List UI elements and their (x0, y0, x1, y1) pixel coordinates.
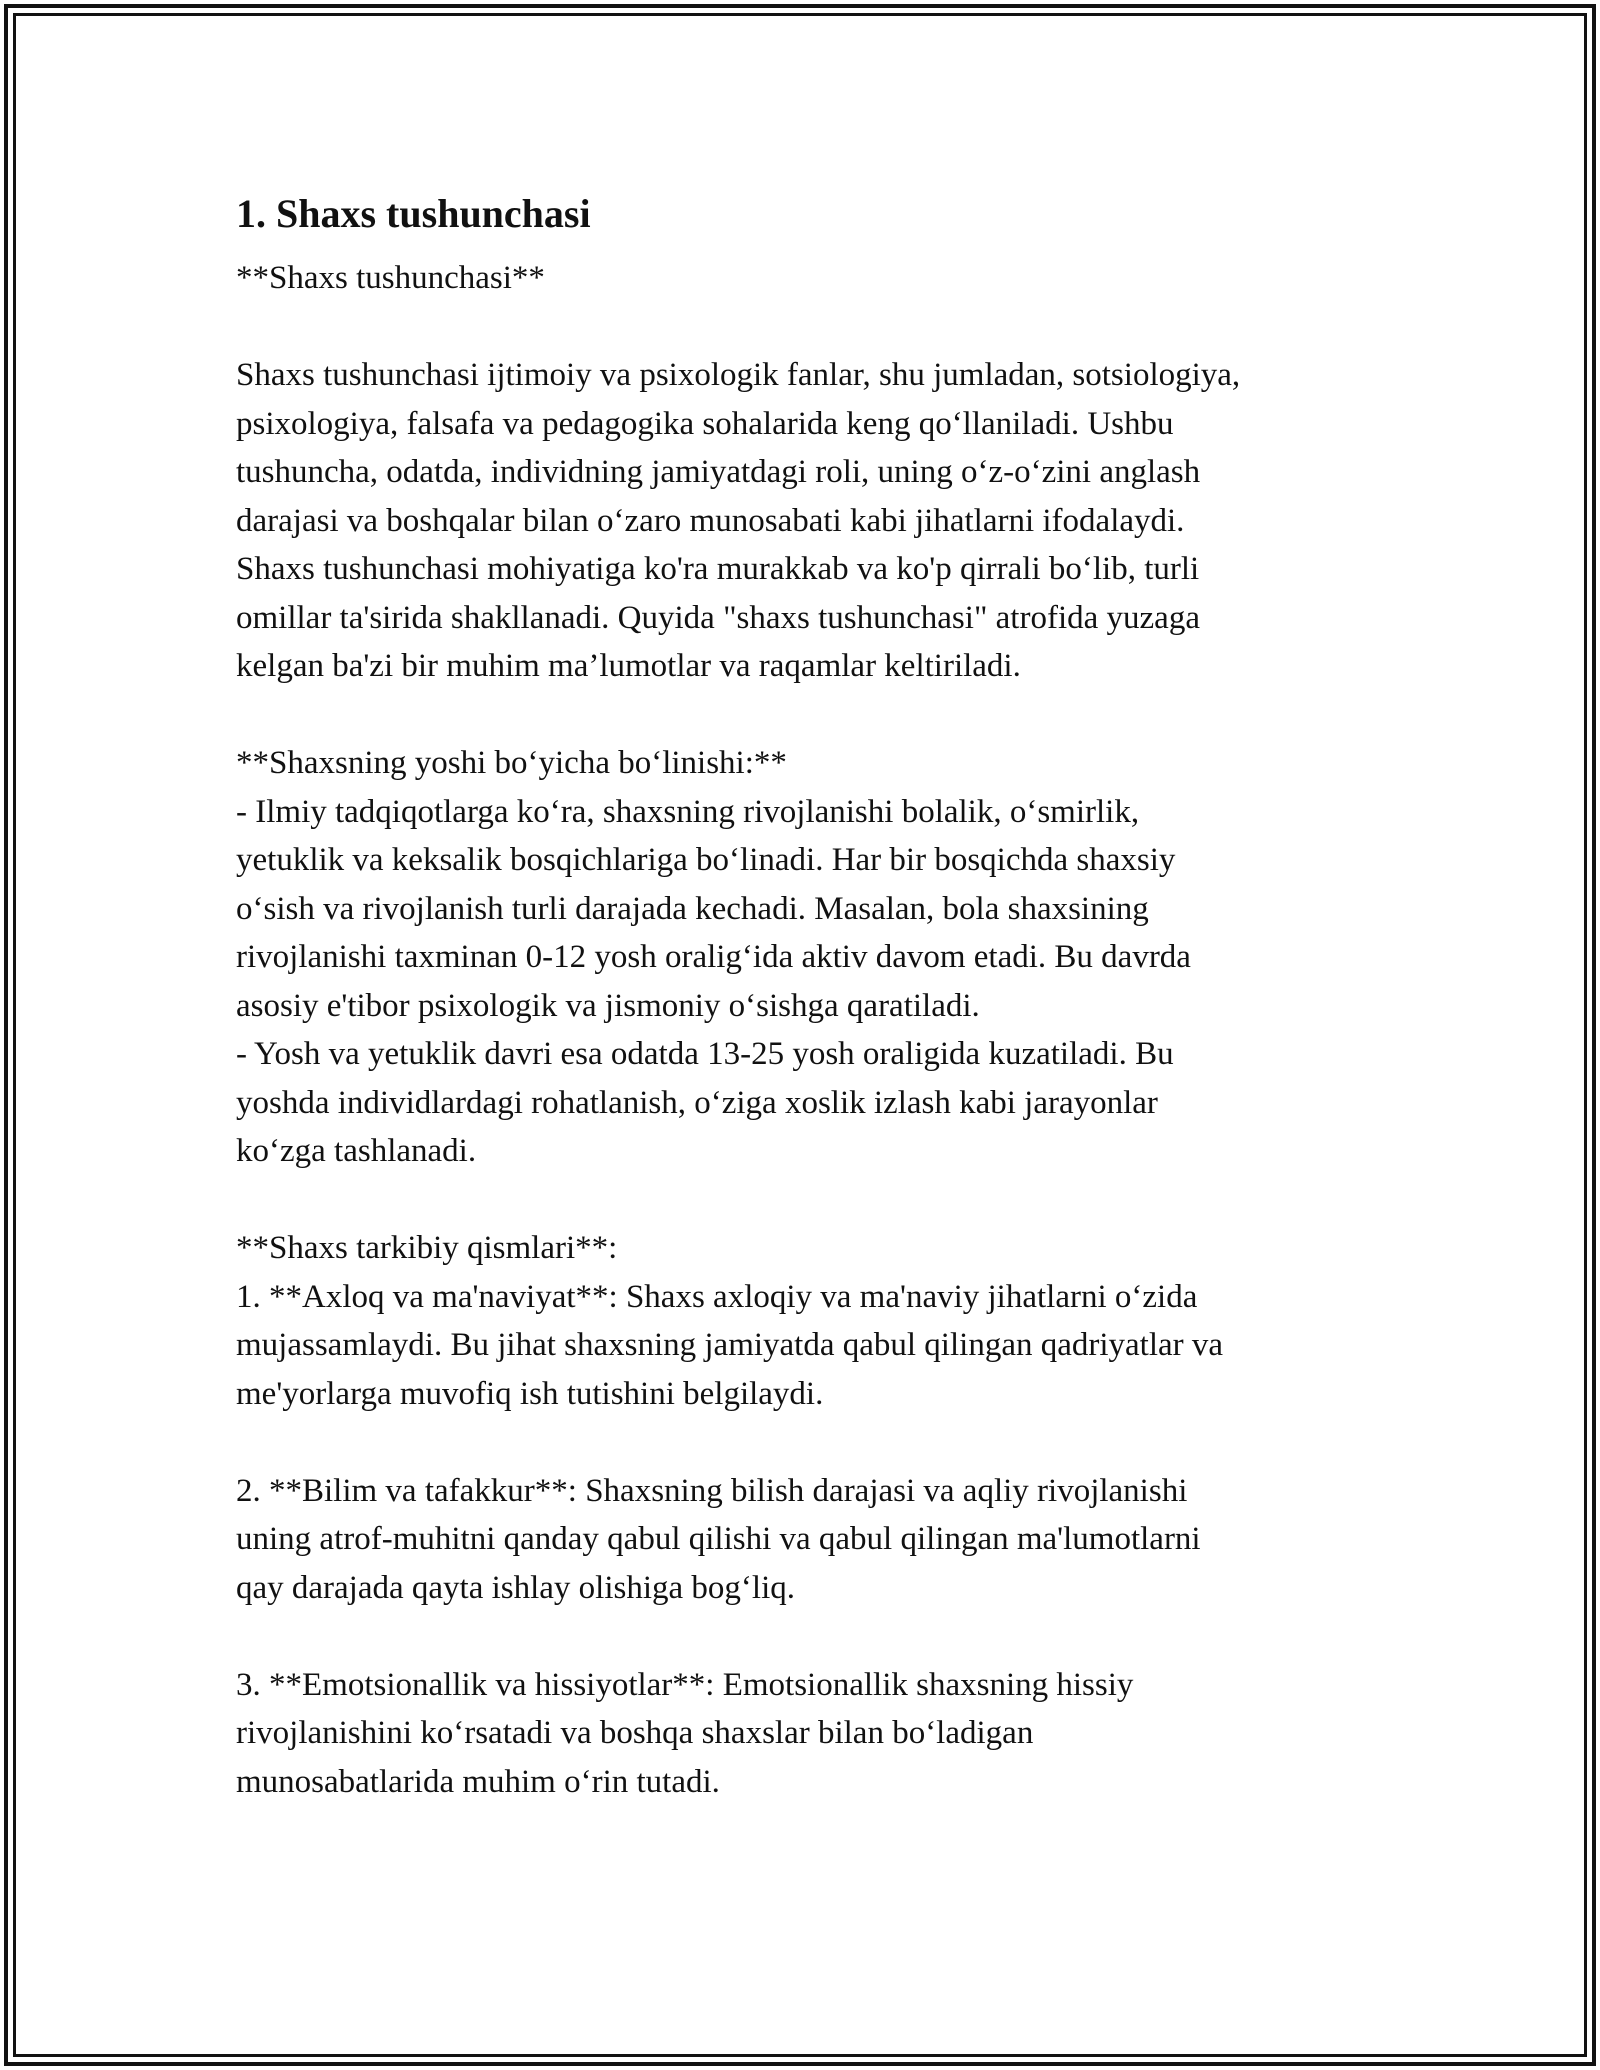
document-body: **Shaxs tushunchasi** Shaxs tushunchasi ijtimoiy va psixologik fanlar, shu jumladan, sotsiologiya, psixologiya, falsafa va pedagogika sohalarida keng qo‘llaniladi. Ushbu tushuncha, odatda, individning jamiyatdagi roli, uning o‘z-o‘zini anglash darajasi va boshqalar bilan o‘zaro munosabati kabi jihatlarni ifodalaydi. Shaxs tushunchasi mohiyatiga ko'ra murakkab va ko'p qirrali bo‘lib, turli omillar ta'sirida shakllanadi. Quyida "shaxs tushunchasi" atrofida yuzaga kelgan ba'zi bir muhim ma’lumotlar va raqamlar keltiriladi. **Shaxsning yoshi bo‘yicha bo‘linishi:** - Ilmiy tadqiqotlarga ko‘ra, shaxsning rivojlanishi bolalik, o‘smirlik, yetuklik va keksalik bosqichlariga bo‘linadi. Har bir bosqichda shaxsiy o‘sish va rivojlanish turli darajada kechadi. Masalan, bola shaxsining rivojlanishi taxminan 0-12 yosh oralig‘ida aktiv davom etadi. Bu davrda asosiy e'tibor psixologik va jismoniy o‘sishga qaratiladi. - Yosh va yetuklik davri esa odatda 13-25 yosh oraligida kuzatiladi. Bu yoshda individlardagi rohatlanish, o‘ziga xoslik izlash kabi jarayonlar ko‘zga tashlanadi. **Shaxs tarkibiy qismlari**: 1. **Axloq va ma'naviyat**: Shaxs axloqiy va ma'naviy jihatlarni o‘zida mujassamlaydi. Bu jihat shaxsning jamiyatda qabul qilingan qadriyatlar va me'yorlarga muvofiq ish tutishini belgilaydi. 2. **Bilim va tafakkur**: Shaxsning bilish darajasi va aqliy rivojlanishi uning atrof-muhitni qanday qabul qilishi va qabul qilingan ma'lumotlarni qay darajada qayta ishlay olishiga bog‘liq. 3. **Emotsionallik va hissiyotlar**: Emotsionallik shaxsning hissiy rivojlanishini ko‘rsatadi va boshqa shaxslar bilan bo‘ladigan munosabatlarida muhim o‘rin tutadi. (236, 260, 1241, 1800)
document-heading: 1. Shaxs tushunchasi (236, 191, 591, 236)
document-content (236, 186, 1386, 1806)
